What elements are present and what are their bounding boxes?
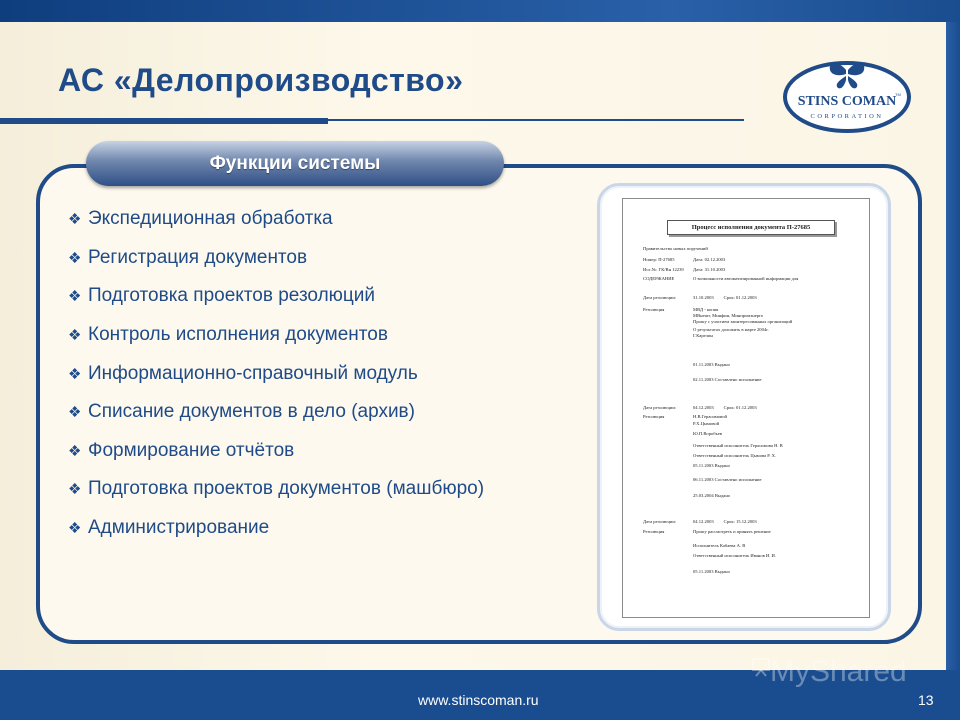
document-line	[643, 529, 771, 534]
document-line-key: Резолюция	[643, 307, 665, 312]
title-underline-thin	[328, 119, 744, 121]
document-line	[643, 295, 757, 300]
document-line-value: Н.В.Герасимовой	[693, 414, 727, 419]
document-line-key: Дата резолюции:	[643, 295, 677, 300]
document-line	[643, 443, 783, 448]
document-line-value: Дата: 31.10.2003	[693, 267, 726, 272]
diamond-bullet-icon: ❖	[68, 520, 82, 538]
document-line	[643, 553, 776, 558]
feature-label: Формирование отчётов	[88, 439, 295, 461]
feature-label: Информационно-справочный модуль	[88, 362, 418, 384]
diamond-bullet-icon: ❖	[68, 249, 82, 267]
feature-label: Экспедиционная обработка	[88, 208, 333, 230]
document-line-value-2: Срок: 01.12.2003	[723, 295, 757, 300]
feature-item	[68, 200, 484, 239]
feature-item	[68, 239, 484, 278]
document-line-key: Правительство новых поручений	[643, 246, 708, 251]
document-line-value: Ю.П.Воробьев	[693, 431, 722, 436]
document-line-value: 04.12.2003	[693, 519, 714, 524]
document-line	[643, 431, 722, 436]
document-line-value: 02.11.2003 Составлено исполнение	[693, 377, 762, 382]
document-line-key: Дата резолюции:	[643, 519, 677, 524]
feature-label: Подготовка проектов резолюций	[88, 285, 376, 307]
document-line-key: Резолюция	[643, 529, 665, 534]
diamond-bullet-icon: ❖	[68, 288, 82, 306]
section-tab: Функции системы	[86, 141, 504, 186]
feature-item	[68, 354, 484, 393]
feature-item	[68, 316, 484, 355]
document-line-value: МВнешт, Минфин, Минпромэнерго	[693, 313, 764, 318]
feature-item	[68, 277, 484, 316]
document-line	[643, 319, 792, 324]
presentation-icon	[752, 657, 770, 682]
document-line	[643, 463, 730, 468]
document-line-value: Р.Х.Цымовой	[693, 421, 720, 426]
logo-trademark: TM	[895, 92, 901, 97]
document-line-value: Ответственный исполнитель Герасимова Н. В	[693, 443, 783, 448]
right-edge-band	[946, 22, 960, 670]
document-line	[643, 569, 730, 574]
feature-item	[68, 470, 484, 509]
document-line-value: О результатах доложить в марте 2004г.	[693, 327, 769, 332]
document-line-value: 01.11.2003 Выдано	[693, 362, 730, 367]
document-line	[643, 493, 730, 498]
document-line	[643, 257, 725, 262]
document-line-key: Исх.№: ГК/Вн 12239	[643, 267, 684, 272]
feature-item	[68, 432, 484, 471]
document-line-key: СОДЕРЖАНИЕ	[643, 276, 675, 281]
document-line-value: 04.12.2003	[693, 405, 714, 410]
page-number: 13	[918, 692, 934, 708]
document-line	[643, 267, 725, 272]
title-underline-thick	[0, 118, 328, 124]
document-line-value: 06.11.2003 Составлено исполнение	[693, 477, 762, 482]
document-line-key: Номер: П-27685	[643, 257, 675, 262]
feature-item	[68, 509, 484, 548]
document-line-key: Дата резолюции:	[643, 405, 677, 410]
document-line	[643, 519, 757, 524]
logo-brand: STINS COMAN	[797, 94, 897, 109]
feature-item	[68, 393, 484, 432]
document-line	[643, 477, 762, 482]
feature-label: Подготовка проектов документов (машбюро)	[88, 478, 485, 500]
document-line-value: Исполнитель Кабаева А. В	[693, 543, 746, 548]
document-line	[643, 313, 763, 318]
diamond-bullet-icon: ❖	[68, 481, 82, 499]
document-line	[643, 276, 798, 281]
document-preview	[622, 198, 870, 618]
document-line	[643, 414, 727, 419]
diamond-bullet-icon: ❖	[68, 442, 82, 460]
document-line-value: МВД - копия	[693, 307, 719, 312]
document-line-value: Ответственный исполнитель Иванов И. И.	[693, 553, 777, 558]
diamond-bullet-icon: ❖	[68, 211, 82, 229]
document-line	[643, 307, 718, 312]
diamond-bullet-icon: ❖	[68, 404, 82, 422]
document-line	[643, 362, 730, 367]
slide-title: АС «Делопроизводство»	[58, 62, 464, 98]
document-line-value: Прошу рассмотреть и принять решение	[693, 529, 771, 534]
stins-coman-logo	[782, 50, 912, 136]
document-line-key: Резолюция	[643, 414, 665, 419]
feature-label: Регистрация документов	[88, 246, 308, 268]
watermark: MyShared	[770, 655, 907, 688]
document-line-value: 25.03.2004 Выдано	[693, 493, 731, 498]
logo-subtitle: CORPORATION	[810, 113, 884, 120]
document-line	[643, 377, 762, 382]
document-line-value: 05.11.2003 Выдано	[693, 569, 730, 574]
diamond-bullet-icon: ❖	[68, 365, 82, 383]
document-line	[643, 543, 745, 548]
document-line-value: Ответственный исполнитель Цымова Р. Х.	[693, 453, 777, 458]
document-line-value: Прошу с участием заинтересованных организаций	[693, 319, 793, 324]
document-line-value: 31.10.2003	[693, 295, 714, 300]
document-line	[643, 453, 776, 458]
document-line	[643, 327, 769, 332]
document-line-value: Г.Карелин	[693, 333, 713, 338]
feature-list	[68, 200, 484, 547]
document-line-value-2: Срок: 01.12.2003	[723, 405, 757, 410]
document-line	[643, 405, 757, 410]
document-line	[643, 421, 719, 426]
document-line-value-2: Срок: 15.12.2003	[723, 519, 757, 524]
document-header: Процесс исполнения документа П-27685	[667, 220, 835, 235]
feature-label: Контроль исполнения документов	[88, 324, 388, 346]
document-line-value: 05.11.2003 Выдано	[693, 463, 730, 468]
document-line-value: О возможности автоматизированной информации для	[693, 276, 799, 281]
top-band	[0, 0, 960, 22]
feature-label: Списание документов в дело (архив)	[88, 401, 415, 423]
document-line	[643, 333, 713, 338]
footer-url[interactable]: www.stinscoman.ru	[418, 692, 539, 708]
document-line	[643, 246, 708, 251]
feature-label: Администрирование	[88, 517, 270, 539]
document-line-value: Дата: 02.12.2003	[693, 257, 726, 262]
diamond-bullet-icon: ❖	[68, 327, 82, 345]
